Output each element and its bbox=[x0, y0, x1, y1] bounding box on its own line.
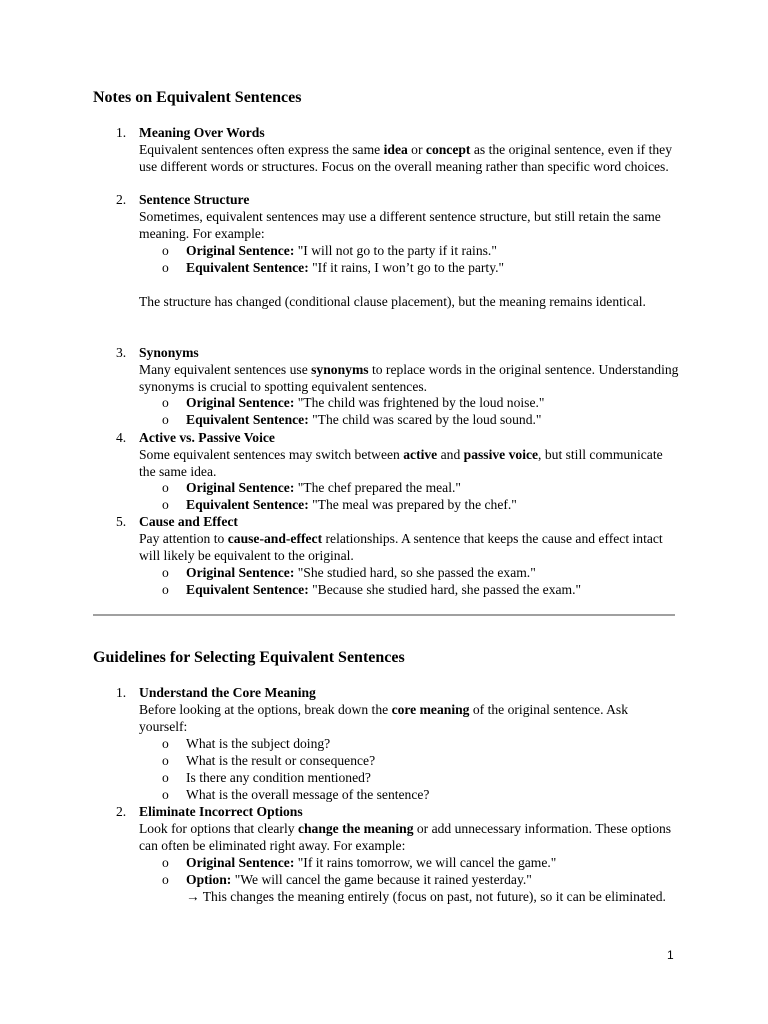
bullet-body: "I will not go to the party if it rains." bbox=[294, 243, 497, 258]
item-text: or add unnecessary information. These options can often be eliminated right away. For example: bbox=[139, 821, 672, 853]
list-item bbox=[139, 513, 679, 564]
bullet-item bbox=[186, 411, 676, 428]
bullet-label: Equivalent Sentence: bbox=[186, 260, 309, 275]
bullet-label: Original Sentence: bbox=[186, 395, 295, 410]
bullet-body: "The child was scared by the loud sound." bbox=[308, 412, 542, 427]
item-heading: Understand the Core Meaning bbox=[139, 685, 316, 700]
list-number: 2. bbox=[116, 804, 127, 819]
bullet-item bbox=[186, 564, 676, 581]
item-text: , but still communicate the same idea. bbox=[139, 447, 663, 479]
bullet-label: Equivalent Sentence: bbox=[186, 412, 309, 427]
bullet-glyph: o bbox=[162, 753, 169, 768]
item-emphasis: cause-and-effect bbox=[227, 531, 323, 546]
list-item bbox=[139, 191, 679, 242]
section-title: Notes on Equivalent Sentences bbox=[93, 89, 302, 106]
item-text: Equivalent sentences often express the same bbox=[139, 142, 384, 157]
item-heading: Synonyms bbox=[139, 345, 199, 360]
page-number: 1 bbox=[667, 948, 674, 962]
bullet-item bbox=[186, 242, 676, 259]
bullet-glyph: o bbox=[162, 395, 169, 410]
item-emphasis: change the meaning bbox=[297, 821, 414, 836]
bullet-body: "If it rains, I won’t go to the party." bbox=[308, 260, 505, 275]
arrow-right-icon: → bbox=[186, 889, 200, 904]
item-text: Some equivalent sentences may switch between bbox=[139, 447, 404, 462]
bullet-item bbox=[186, 871, 676, 888]
bullet-label: Original Sentence: bbox=[186, 480, 295, 495]
list-number: 3. bbox=[116, 345, 127, 360]
item-emphasis: concept bbox=[425, 142, 471, 157]
item-text: Before looking at the options, break down the bbox=[139, 702, 392, 717]
item-emphasis: idea bbox=[383, 142, 408, 157]
item-text: of the original sentence. Ask yourself: bbox=[139, 702, 629, 734]
item-heading: Cause and Effect bbox=[139, 514, 238, 529]
bullet-item: What is the overall message of the sentence? bbox=[186, 787, 430, 802]
list-item bbox=[139, 684, 679, 735]
list-number: 4. bbox=[116, 430, 127, 445]
item-text: Many equivalent sentences use bbox=[139, 362, 312, 377]
bullet-item bbox=[186, 581, 676, 598]
bullet-glyph: o bbox=[162, 243, 169, 258]
bullet-body: "We will cancel the game because it rained yesterday." bbox=[231, 872, 532, 887]
bullet-label: Original Sentence: bbox=[186, 243, 295, 258]
bullet-label: Original Sentence: bbox=[186, 565, 295, 580]
item-text: to replace words in the original sentence. Understanding synonyms is crucial to spotting equivalent sentences. bbox=[139, 362, 679, 394]
section-divider bbox=[93, 614, 675, 616]
item-text: relationships. A sentence that keeps the cause and effect intact will likely be equivalent to the original. bbox=[139, 531, 663, 563]
list-item bbox=[139, 429, 679, 480]
item-text: Look for options that clearly bbox=[139, 821, 298, 836]
item-emphasis: core meaning bbox=[391, 702, 470, 717]
bullet-glyph: o bbox=[162, 770, 169, 785]
item-heading: Active vs. Passive Voice bbox=[139, 430, 275, 445]
bullet-glyph: o bbox=[162, 736, 169, 751]
item-heading: Meaning Over Words bbox=[139, 125, 265, 140]
bullet-item bbox=[186, 479, 676, 496]
bullet-body: "Because she studied hard, she passed the exam." bbox=[308, 582, 582, 597]
bullet-body: "The chef prepared the meal." bbox=[294, 480, 461, 495]
explanation-note bbox=[186, 888, 676, 905]
explanation-text: This changes the meaning entirely (focus on past, not future), so it can be eliminated. bbox=[199, 889, 666, 904]
bullet-glyph: o bbox=[162, 260, 169, 275]
bullet-glyph: o bbox=[162, 787, 169, 802]
item-text: or bbox=[407, 142, 426, 157]
section-title: Guidelines for Selecting Equivalent Sentences bbox=[93, 649, 405, 666]
list-item bbox=[139, 124, 679, 175]
bullet-label: Equivalent Sentence: bbox=[186, 497, 309, 512]
bullet-item bbox=[186, 259, 676, 276]
bullet-label: Option: bbox=[186, 872, 232, 887]
list-item bbox=[139, 344, 679, 395]
bullet-item bbox=[186, 394, 676, 411]
bullet-item bbox=[186, 496, 676, 513]
item-text: Sometimes, equivalent sentences may use a different sentence structure, but still retain the same meaning. For example: bbox=[139, 209, 661, 241]
bullet-item: Is there any condition mentioned? bbox=[186, 770, 371, 785]
list-number: 1. bbox=[116, 685, 127, 700]
item-text: as the original sentence, even if they use different words or structures. Focus on the overall meaning rather than specific word choices. bbox=[139, 142, 673, 174]
list-number: 5. bbox=[116, 514, 127, 529]
item-heading: Eliminate Incorrect Options bbox=[139, 804, 303, 819]
bullet-body: "If it rains tomorrow, we will cancel the game." bbox=[294, 855, 557, 870]
bullet-glyph: o bbox=[162, 480, 169, 495]
list-item bbox=[139, 803, 679, 854]
item-emphasis: synonyms bbox=[311, 362, 369, 377]
bullet-glyph: o bbox=[162, 497, 169, 512]
bullet-glyph: o bbox=[162, 855, 169, 870]
bullet-body: "The child was frightened by the loud noise." bbox=[294, 395, 545, 410]
item-emphasis: passive voice bbox=[463, 447, 539, 462]
bullet-body: "The meal was prepared by the chef." bbox=[308, 497, 517, 512]
item-emphasis: active bbox=[403, 447, 438, 462]
list-number: 2. bbox=[116, 192, 127, 207]
bullet-item: What is the result or consequence? bbox=[186, 753, 376, 768]
bullet-glyph: o bbox=[162, 582, 169, 597]
item-text: Pay attention to bbox=[139, 531, 228, 546]
bullet-label: Equivalent Sentence: bbox=[186, 582, 309, 597]
item-heading: Sentence Structure bbox=[139, 192, 250, 207]
list-number: 1. bbox=[116, 125, 127, 140]
bullet-item: What is the subject doing? bbox=[186, 736, 331, 751]
item-note: The structure has changed (conditional clause placement), but the meaning remains identical. bbox=[139, 294, 646, 309]
bullet-item bbox=[186, 854, 676, 871]
bullet-glyph: o bbox=[162, 412, 169, 427]
bullet-label: Original Sentence: bbox=[186, 855, 295, 870]
bullet-glyph: o bbox=[162, 872, 169, 887]
bullet-glyph: o bbox=[162, 565, 169, 580]
item-text: and bbox=[437, 447, 464, 462]
bullet-body: "She studied hard, so she passed the exam." bbox=[294, 565, 536, 580]
